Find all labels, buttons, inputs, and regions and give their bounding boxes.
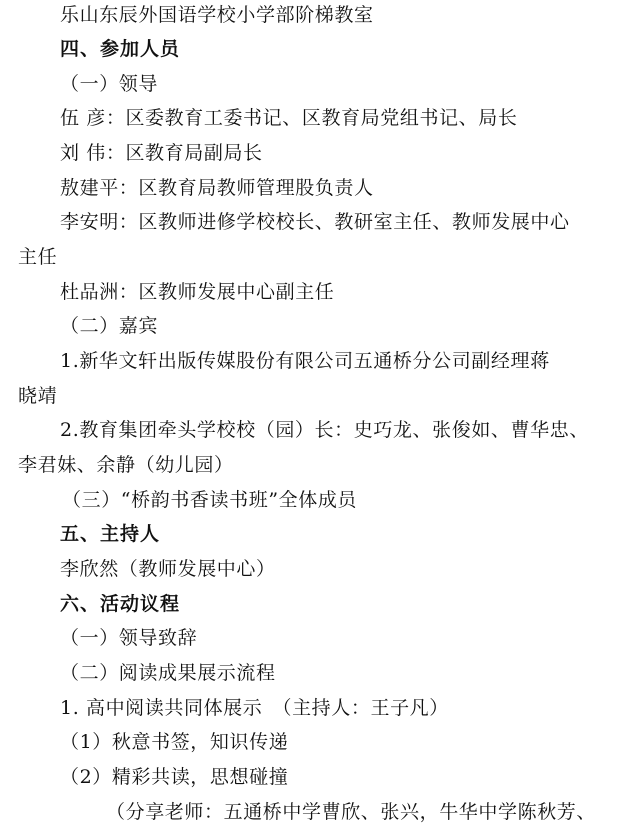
agenda-subitem: （2）精彩共读，思想碰撞 xyxy=(60,766,289,788)
section-heading-host: 五、主持人 xyxy=(60,523,161,545)
agenda-item: （二）阅读成果展示流程 xyxy=(60,662,276,684)
participant-line: 伍 彦：区委教育工委书记、区教育局党组书记、局长 xyxy=(60,107,518,129)
subheading-leaders: （一）领导 xyxy=(60,73,159,95)
participant-line: 敖建平：区教育局教师管理股负责人 xyxy=(60,177,374,199)
agenda-subitem: 1. 高中阅读共同体展示 （主持人：王子凡） xyxy=(60,697,449,719)
subheading-guests: （二）嘉宾 xyxy=(60,315,159,337)
subheading-members: （三）“桥韵书香读书班”全体成员 xyxy=(62,489,358,511)
agenda-subitem: （1）秋意书签，知识传递 xyxy=(60,731,289,753)
section-heading-participants: 四、参加人员 xyxy=(60,38,181,60)
sharing-teachers-line: （分享老师：五通桥中学曹欣、张兴，牛华中学陈秋芳、 xyxy=(106,801,597,823)
section-heading-agenda: 六、活动议程 xyxy=(60,593,181,615)
guest-line: 1.新华文轩出版传媒股份有限公司五通桥分公司副经理蒋 xyxy=(60,350,550,372)
venue-line: 乐山东辰外国语学校小学部阶梯教室 xyxy=(60,4,374,26)
guest-line: 2.教育集团牵头学校校（园）长：史巧龙、张俊如、曹华忠、 xyxy=(60,419,589,441)
guest-line-continuation: 晓靖 xyxy=(18,385,58,407)
participant-line: 杜品洲：区教师发展中心副主任 xyxy=(60,281,335,303)
participant-line-continuation: 主任 xyxy=(18,246,58,268)
participant-line: 李安明：区教师进修学校校长、教研室主任、教师发展中心 xyxy=(60,211,570,233)
host-line: 李欣然（教师发展中心） xyxy=(60,558,276,580)
agenda-item: （一）领导致辞 xyxy=(60,627,198,649)
guest-line-continuation: 李君妹、余静（幼儿园） xyxy=(18,454,234,476)
participant-line: 刘 伟：区教育局副局长 xyxy=(60,142,263,164)
